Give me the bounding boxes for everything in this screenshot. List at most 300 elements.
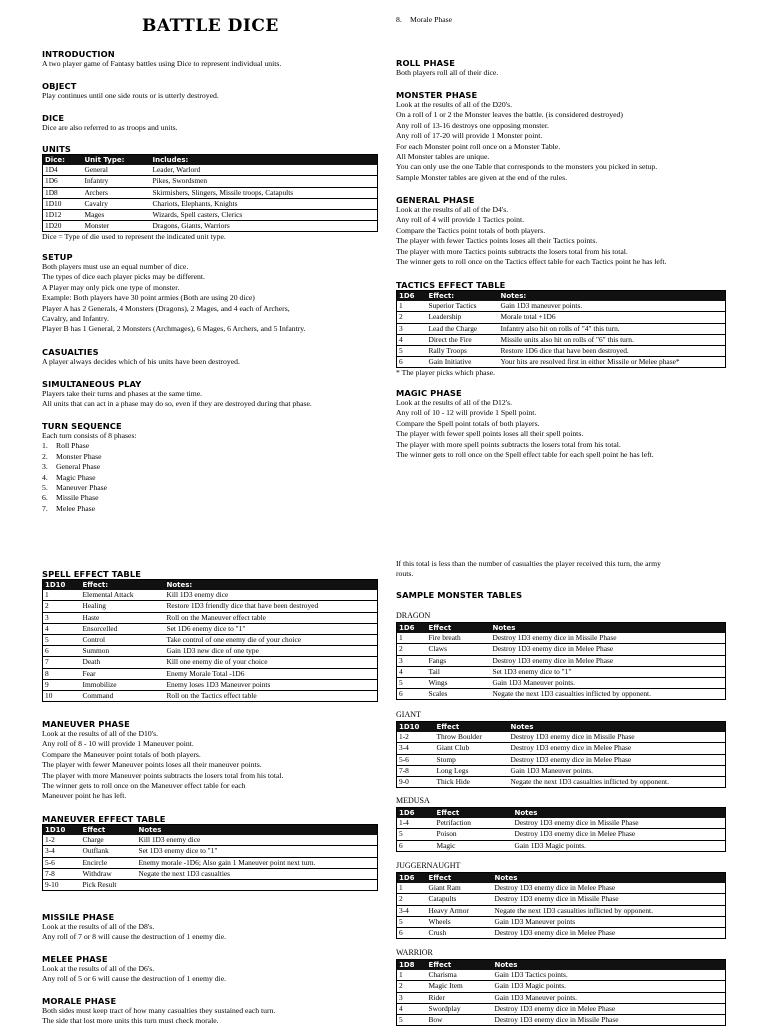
table-header: 1D10 <box>43 825 81 836</box>
cell: 10 <box>45 691 53 701</box>
cell: Wings <box>428 678 448 688</box>
cell: 1 <box>399 633 403 643</box>
section-heading: OBJECT <box>42 81 77 91</box>
cell: 5 <box>399 916 403 926</box>
text-line: Any roll of 13-16 destroys one opposing monster. <box>396 120 549 130</box>
cell: Destroy 1D3 enemy dice in Melee Phase <box>494 1003 616 1013</box>
cell: 1-2 <box>399 732 409 742</box>
cell: Scales <box>428 689 448 699</box>
table-header: 1D6 <box>397 291 427 302</box>
cell: Destroy 1D3 enemy dice in Missile Phase <box>492 633 617 643</box>
text-line: A Player may only pick one type of monster. <box>42 282 180 292</box>
section-general-phase <box>396 195 726 267</box>
cell: 1D20 <box>45 221 62 231</box>
monster-name: GIANT <box>396 710 421 719</box>
text-line: Look at the results of all of the D8's. <box>42 922 155 931</box>
cell: 5 <box>399 678 403 688</box>
text-line: Both sides must keep tract of how many casualties they sustained each turn. <box>42 1006 276 1015</box>
cell: Missile units also hit on rolls of "6" this turn. <box>500 334 634 344</box>
table-row <box>397 777 726 788</box>
cell: 6 <box>399 357 403 367</box>
cell: Summon <box>82 646 110 656</box>
cell: Throw Boulder <box>436 732 482 742</box>
list-item <box>42 504 378 514</box>
cell: Destroy 1D3 enemy dice in Missile Phase <box>494 1015 619 1025</box>
table-header: Effect <box>427 623 491 634</box>
cell: Infantry also hit on rolls of "4" this turn. <box>500 323 620 333</box>
cell: Chariots, Elephants, Knights <box>152 198 238 208</box>
table-row <box>397 743 726 754</box>
cell: Magic Item <box>428 981 463 991</box>
cell: 2 <box>399 644 403 654</box>
section-units <box>42 144 378 243</box>
text-line: routs. <box>396 569 414 579</box>
section-heading: UNITS <box>42 144 71 154</box>
text-line: Look at the results of all of the D10's. <box>42 729 159 738</box>
cell: 5-6 <box>399 754 409 764</box>
cell: Pick Result <box>82 880 117 890</box>
cell: Stomp <box>436 754 456 764</box>
cell: Set 1D3 enemy dice to "1" <box>492 666 572 676</box>
cell: Direct the Fire <box>428 334 472 344</box>
cell: Enemy morale -1D6; Also gain 1 Maneuver point next turn. <box>138 857 316 867</box>
section-maneuver-effect-table <box>42 814 378 891</box>
cell: Gain 1D3 maneuver points. <box>500 301 583 311</box>
table-row <box>43 679 378 690</box>
cell: 3 <box>399 992 403 1002</box>
monster-name: MEDUSA <box>396 796 430 805</box>
medusa-table <box>396 807 726 852</box>
cell: Crush <box>428 928 447 938</box>
list-number: 8. <box>396 15 402 24</box>
table-header: Includes: <box>151 155 378 166</box>
tactics-effect-table <box>396 290 726 368</box>
table-row <box>397 970 726 981</box>
cell: Tail <box>428 666 440 676</box>
table-row <box>397 883 726 894</box>
table-row <box>397 981 726 992</box>
section-heading: MAGIC PHASE <box>396 388 462 398</box>
cell: Fangs <box>428 655 447 665</box>
table-header: Effect <box>81 825 137 836</box>
cell: Haste <box>82 612 100 622</box>
text-line: The side that lost more units this turn must check morale. <box>42 1016 219 1026</box>
table-row <box>397 1003 726 1014</box>
cell: Rider <box>428 992 445 1002</box>
cell: Kill one enemy die of your choice <box>166 657 268 667</box>
table-row <box>43 846 378 857</box>
text-line: Cavalry, and Infantry. <box>42 314 109 324</box>
cell: 3-4 <box>399 743 409 753</box>
table-row <box>43 857 378 868</box>
table-row <box>397 689 726 700</box>
cell: Roll on the Maneuver effect table <box>166 612 266 622</box>
cell: Your hits are resolved first in either Missile or Melee phase* <box>500 357 680 367</box>
cell: Gain 1D3 new dice of one type <box>166 646 259 656</box>
list-item <box>396 15 726 25</box>
section-heading: SPELL EFFECT TABLE <box>42 569 142 579</box>
text-line: Each turn consists of 8 phases: <box>42 431 137 440</box>
cell: Leader, Warlord <box>152 165 201 175</box>
table-body <box>397 818 726 851</box>
table-row <box>43 635 378 646</box>
cell: 6 <box>399 928 403 938</box>
list-text: Maneuver Phase <box>56 483 108 493</box>
cell: 3 <box>399 655 403 665</box>
text-line: The player with fewer Tactics points loses all their Tactics points. <box>396 236 598 246</box>
table-row <box>43 835 378 846</box>
cell: Superior Tactics <box>428 301 477 311</box>
cell: 3-4 <box>45 846 55 856</box>
table-body <box>43 590 378 702</box>
text-line: A player always decides which of his units have been destroyed. <box>42 357 240 366</box>
text-line: Compare the Spell point totals of both players. <box>396 418 540 428</box>
section-roll-phase <box>396 58 726 78</box>
table-row <box>397 829 726 840</box>
text-line: Any roll of 17-20 will provide 1 Monster point. <box>396 131 543 141</box>
section-heading: TACTICS EFFECT TABLE <box>396 280 506 290</box>
cell: Immobilize <box>82 679 117 689</box>
text-line: Look at the results of all of the D4's. <box>396 205 509 214</box>
cell: 5 <box>399 829 403 839</box>
table-header: Effect <box>435 808 513 819</box>
list-item <box>42 493 378 503</box>
cell: Kill 1D3 enemy dice <box>166 590 229 600</box>
cell: 1D10 <box>45 198 62 208</box>
table-row <box>397 818 726 829</box>
cell <box>137 880 378 891</box>
maneuver-effect-table <box>42 824 378 891</box>
juggernaught-table <box>396 872 726 939</box>
table-row <box>43 646 378 657</box>
dragon-table <box>396 622 726 700</box>
text-line: For each Monster point roll once on a Monster Table. <box>396 141 561 151</box>
cell: 9 <box>45 679 49 689</box>
table-header: Notes <box>493 960 726 971</box>
text-line: The winner gets to roll once on the Tactics effect table for each Tactics point he has left. <box>396 257 667 267</box>
cell: Fire breath <box>428 633 461 643</box>
cell: 5 <box>45 635 49 645</box>
cell: Dragons, Giants, Warriors <box>152 221 230 231</box>
text-line: Any roll of 4 will provide 1 Tactics point. <box>396 215 525 225</box>
cell: 7-8 <box>399 765 409 775</box>
section-heading: SAMPLE MONSTER TABLES <box>396 590 523 600</box>
section-simultaneous-play <box>42 379 378 410</box>
cell: Cavalry <box>84 198 108 208</box>
table-row <box>397 765 726 776</box>
cell: Destroy 1D3 enemy dice in Missile Phase <box>494 894 619 904</box>
document-title: BATTLE DICE <box>142 16 279 36</box>
table-header: Effect: <box>81 580 165 591</box>
table-row <box>43 221 378 232</box>
list-text: General Phase <box>56 462 101 472</box>
cell: Gain 1D3 Tactics points. <box>494 970 568 980</box>
cell: 6 <box>45 646 49 656</box>
list-number: 5. <box>42 483 48 493</box>
cell: 9-10 <box>45 880 59 890</box>
text-line: Both players roll all of their dice. <box>396 68 499 77</box>
section-monster-phase <box>396 90 726 183</box>
table-header: 1D10 <box>43 580 81 591</box>
list-number: 1. <box>42 441 48 451</box>
table-row <box>397 732 726 743</box>
cell: Heavy Armor <box>428 905 469 915</box>
section-missile-phase <box>42 912 378 943</box>
table-row <box>397 1015 726 1026</box>
table-row <box>43 668 378 679</box>
cell: Mages <box>84 210 105 220</box>
section-introduction <box>42 49 378 69</box>
table-row <box>397 666 726 677</box>
cell: 1 <box>399 883 403 893</box>
table-row <box>43 691 378 702</box>
list-text: Morale Phase <box>410 15 453 24</box>
list-text: Melee Phase <box>56 503 96 513</box>
cell: Destroy 1D3 enemy dice in Melee Phase <box>492 655 614 665</box>
list-text: Roll Phase <box>56 441 90 451</box>
cell: Infantry <box>84 176 109 186</box>
list-text: Monster Phase <box>56 451 102 461</box>
cell: Rally Troops <box>428 346 467 356</box>
cell: Set 1D3 enemy dice to "1" <box>138 846 218 856</box>
cell: 5-6 <box>45 857 55 867</box>
cell: 7-8 <box>45 868 55 878</box>
cell: Wheels <box>428 916 451 926</box>
cell: Restore 1D6 dice that have been destroyed. <box>500 346 629 356</box>
cell: Enemy loses 1D3 Maneuver points <box>166 679 271 689</box>
table-header: 1D6 <box>397 623 427 634</box>
section-morale-phase <box>42 996 378 1027</box>
table-header: Notes <box>493 873 726 884</box>
section-heading: DICE <box>42 113 65 123</box>
section-spell-effect-table <box>42 569 378 702</box>
text-line: All Monster tables are unique. <box>396 152 490 162</box>
list-number: 3. <box>42 462 48 472</box>
list-item <box>42 462 378 472</box>
list-item <box>42 441 378 451</box>
cell: Monster <box>84 221 110 231</box>
cell: 1-4 <box>399 818 409 828</box>
text-line: The player with more spell points subtracts the losers total from his total. <box>396 439 621 449</box>
table-header: Effect: <box>427 291 499 302</box>
cell: Negate the next 1D3 casualties inflicted by opponent. <box>494 905 653 915</box>
text-line: The winner gets to roll once on the Spell effect table for each spell point he has left. <box>396 450 654 460</box>
cell: 3 <box>45 612 49 622</box>
text-line: Player A has 2 Generals, 4 Monsters (Dragons), 2 Mages, and 4 each of Archers, <box>42 303 290 313</box>
cell: Restore 1D3 friendly dice that have been destroyed <box>166 601 319 611</box>
cell: Elemental Attack <box>82 590 134 600</box>
text-line: Both players must use an equal number of dice. <box>42 262 189 271</box>
section-heading: MONSTER PHASE <box>396 90 478 100</box>
table-header: Effect <box>427 960 493 971</box>
dragon-table-block <box>396 611 726 700</box>
text-line: The player with fewer spell points loses all their spell points. <box>396 429 584 439</box>
table-body <box>397 732 726 788</box>
juggernaught-table-block <box>396 861 726 939</box>
table-header: Notes: <box>165 580 378 591</box>
table-row <box>43 657 378 668</box>
units-table <box>42 154 378 232</box>
cell: Command <box>82 691 114 701</box>
cell: Set 1D6 enemy dice to "1" <box>166 623 246 633</box>
table-row <box>397 840 726 851</box>
section-melee-phase <box>42 954 378 985</box>
section-setup <box>42 252 378 335</box>
cell: Destroy 1D3 enemy dice in Melee Phase <box>492 644 614 654</box>
cell: Morale total +1D6 <box>500 312 556 322</box>
table-row <box>43 880 378 891</box>
table-header: 1D6 <box>397 873 427 884</box>
table-row <box>43 176 378 187</box>
section-maneuver-phase <box>42 719 378 802</box>
table-header: Notes: <box>499 291 726 302</box>
cell: 4 <box>399 1003 403 1013</box>
section-heading: ROLL PHASE <box>396 58 455 68</box>
table-row <box>43 210 378 221</box>
cell: 2 <box>399 981 403 991</box>
cell: Destroy 1D3 enemy dice in Missile Phase <box>510 732 635 742</box>
cell: Healing <box>82 601 106 611</box>
text-line: You can only use the one Table that corresponds to the monsters you picked in setup. <box>396 162 658 172</box>
text-line: Players take their turns and phases at the same time. <box>42 389 203 398</box>
cell: 3 <box>399 323 403 333</box>
table-header: Notes <box>513 808 726 819</box>
table-row <box>397 678 726 689</box>
table-row <box>43 590 378 601</box>
section-heading: MANEUVER PHASE <box>42 719 130 729</box>
list-item <box>42 452 378 462</box>
table-header: Notes <box>137 825 378 836</box>
table-header: 1D10 <box>397 722 435 733</box>
cell: Destroy 1D3 enemy dice in Melee Phase <box>494 928 616 938</box>
cell: Gain 1D3 Maneuver points <box>494 916 576 926</box>
cell: Death <box>82 657 101 667</box>
cell: Destroy 1D3 enemy dice in Melee Phase <box>494 883 616 893</box>
table-row <box>43 601 378 612</box>
table-header: 1D6 <box>397 808 435 819</box>
cell: Destroy 1D3 enemy dice in Melee Phase <box>514 829 636 839</box>
section-heading: INTRODUCTION <box>42 49 115 59</box>
table-header: Effect <box>435 722 509 733</box>
cell: Pikes, Swordsmen <box>152 176 208 186</box>
cell: Encircle <box>82 857 108 867</box>
text-line: The types of dice each player picks may be different. <box>42 272 205 282</box>
cell: 2 <box>45 601 49 611</box>
table-row <box>43 198 378 209</box>
monster-name: WARRIOR <box>396 948 433 957</box>
cell: 6 <box>399 840 403 850</box>
cell: 1 <box>45 590 49 600</box>
cell: 3-4 <box>399 905 409 915</box>
cell: Lead the Charge <box>428 323 478 333</box>
section-sample-monster-tables <box>396 590 726 600</box>
text-line: The winner gets to roll once on the Maneuver effect table for each <box>42 781 246 791</box>
cell: 1D4 <box>45 165 58 175</box>
cell: Wizards, Spell casters, Clerics <box>152 210 243 220</box>
cell: 5 <box>399 346 403 356</box>
cell: 2 <box>399 312 403 322</box>
table-row <box>43 187 378 198</box>
table-row <box>397 992 726 1003</box>
section-heading: CASUALTIES <box>42 347 99 357</box>
text-line: A two player game of Fantasy battles using Dice to represent individual units. <box>42 59 282 68</box>
cell: 7 <box>45 657 49 667</box>
table-row <box>397 357 726 368</box>
section-heading: GENERAL PHASE <box>396 195 475 205</box>
cell: Leadership <box>428 312 462 322</box>
text-line: Sample Monster tables are given at the end of the rules. <box>396 172 567 182</box>
cell: Poison <box>436 829 457 839</box>
cell: Negate the next 1D3 casualties inflicted by opponent. <box>492 689 651 699</box>
cell: General <box>84 165 108 175</box>
table-row <box>397 633 726 644</box>
section-heading: TURN SEQUENCE <box>42 421 122 431</box>
list-item <box>42 473 378 483</box>
table-row <box>397 928 726 939</box>
text-line: If this total is less than the number of casualties the player received this turn, the army <box>396 559 661 568</box>
table-row <box>397 346 726 357</box>
text-line: The player with more Maneuver points subtracts the losers total from his total. <box>42 770 284 780</box>
section-heading: MANEUVER EFFECT TABLE <box>42 814 166 824</box>
text-line: On a roll of 1 or 2 the Monster leaves the battle. (is considered destroyed) <box>396 110 623 120</box>
spell-effect-table <box>42 579 378 702</box>
text-line: Example: Both players have 30 point armies (Both are using 20 dice) <box>42 293 255 303</box>
table-header: Notes <box>491 623 726 634</box>
table-body <box>397 301 726 368</box>
cell: Negate the next 1D3 casualties inflicted by opponent. <box>510 777 669 787</box>
cell: Ensorcelled <box>82 623 118 633</box>
section-dice <box>42 113 378 133</box>
cell: Gain 1D3 Maneuver points. <box>494 992 578 1002</box>
section-heading: MORALE PHASE <box>42 996 117 1006</box>
text-line: Any roll of 7 or 8 will cause the destruction of 1 enemy die. <box>42 932 227 942</box>
cell: Fear <box>82 668 96 678</box>
cell: Bow <box>428 1015 443 1025</box>
cell: Gain 1D3 Magic points. <box>494 981 566 991</box>
text-line: All units that can act in a phase may do so, even if they are destroyed during that phase. <box>42 399 312 409</box>
table-row <box>397 905 726 916</box>
cell: Claws <box>428 644 447 654</box>
table-note: * The player picks which phase. <box>396 368 495 378</box>
table-row <box>43 165 378 176</box>
cell: Gain 1D3 Magic points. <box>514 840 586 850</box>
cell: Negate the next 1D3 casualties <box>138 868 231 878</box>
table-body <box>43 835 378 891</box>
cell: 1 <box>399 301 403 311</box>
text-line: Maneuver point he has left. <box>42 791 127 801</box>
cell: Take control of one enemy die of your choice <box>166 635 302 645</box>
cell: 1-2 <box>45 835 55 845</box>
cell: Swordplay <box>428 1003 461 1013</box>
monster-name: DRAGON <box>396 611 431 620</box>
monster-name: JUGGERNAUGHT <box>396 861 461 870</box>
section-morale-continued <box>396 559 726 580</box>
section-turn-sequence <box>42 421 378 514</box>
table-row <box>397 894 726 905</box>
cell: Archers <box>84 187 108 197</box>
cell: 6 <box>399 689 403 699</box>
cell: 2 <box>399 894 403 904</box>
cell: Charge <box>82 835 104 845</box>
cell: Magic <box>436 840 456 850</box>
text-line: The player with fewer Maneuver points loses all their maneuver points. <box>42 760 262 770</box>
table-header: 1D8 <box>397 960 427 971</box>
warrior-table <box>396 959 726 1026</box>
cell: Charisma <box>428 970 457 980</box>
cell: 4 <box>45 623 49 633</box>
cell: Destroy 1D3 enemy dice in Missile Phase <box>514 818 639 828</box>
text-line: Look at the results of all of the D12's. <box>396 398 513 407</box>
